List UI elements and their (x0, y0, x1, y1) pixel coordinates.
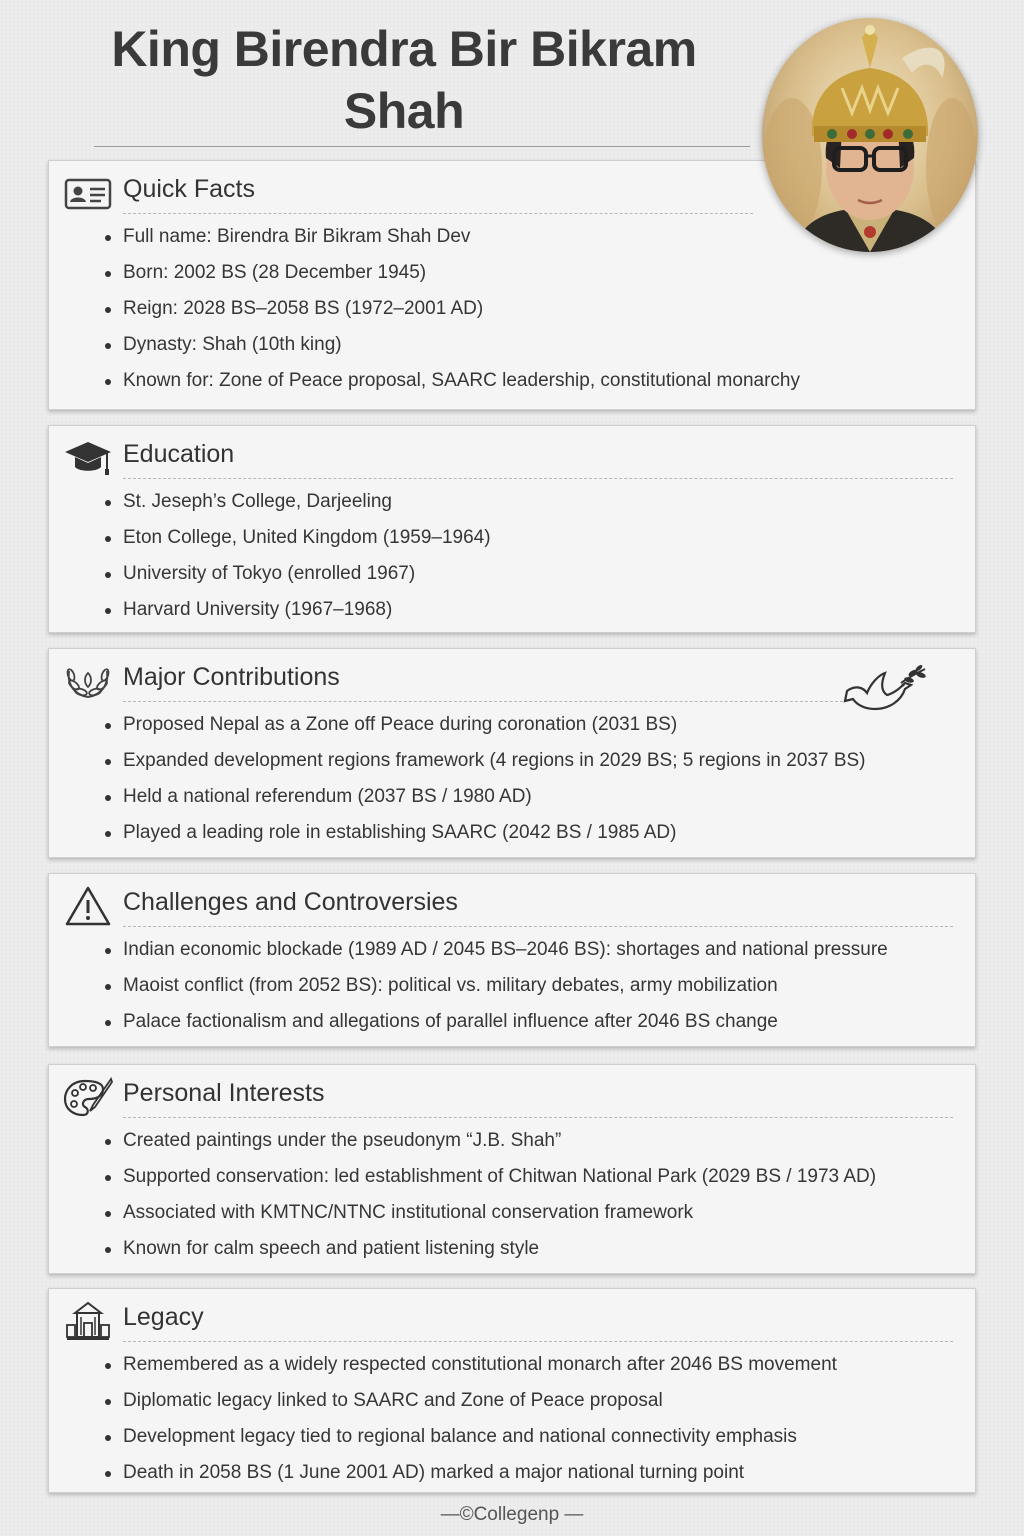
graduation-cap-icon (63, 436, 113, 480)
section-title: Personal Interests (123, 1079, 325, 1107)
education-list (105, 484, 955, 628)
monument-icon (63, 1299, 113, 1343)
list-item: Development legacy tied to regional balance and national connectivity emphasis (105, 1419, 955, 1455)
list-item: Reign: 2028 BS–2058 BS (1972–2001 AD) (105, 291, 955, 327)
section-legacy (48, 1288, 976, 1493)
list-item: Born: 2002 BS (28 December 1945) (105, 255, 955, 291)
list-item: Expanded development regions framework (4 regions in 2029 BS; 5 regions in 2037 BS) (105, 743, 955, 779)
id-card-icon (63, 171, 113, 215)
list-item: Held a national referendum (2037 BS / 1980 AD) (105, 779, 955, 815)
list-item: Associated with KMTNC/NTNC institutional conservation framework (105, 1195, 955, 1231)
section-personal-interests (48, 1064, 976, 1274)
contribution-list (105, 707, 955, 851)
list-item: Maoist conflict (from 2052 BS): political vs. military debates, army mobilization (105, 968, 955, 1004)
list-item: University of Tokyo (enrolled 1967) (105, 556, 955, 592)
king-portrait (762, 18, 978, 252)
fact-list (105, 219, 955, 399)
list-item: Supported conservation: led establishment of Chitwan National Park (2029 BS / 1973 AD) (105, 1159, 955, 1195)
title-divider (94, 146, 750, 147)
list-item: St. Jeseph’s College, Darjeeling (105, 484, 955, 520)
list-item: Eton College, United Kingdom (1959–1964) (105, 520, 955, 556)
list-item: Proposed Nepal as a Zone off Peace during coronation (2031 BS) (105, 707, 955, 743)
section-title: Legacy (123, 1303, 204, 1331)
section-title: Major Contributions (123, 663, 340, 691)
palette-icon (63, 1075, 113, 1119)
laurel-wreath-icon (63, 659, 113, 703)
list-item: Created paintings under the pseudonym “J.B. Shah” (105, 1123, 955, 1159)
section-major-contributions (48, 648, 976, 858)
footer-credit: —©Collegenp — (440, 1504, 584, 1525)
section-title: Challenges and Controversies (123, 888, 458, 916)
list-item: Full name: Birendra Bir Bikram Shah Dev (105, 219, 955, 255)
list-item: Diplomatic legacy linked to SAARC and Zone of Peace proposal (105, 1383, 955, 1419)
list-item: Death in 2058 BS (1 June 2001 AD) marked a major national turning point (105, 1455, 955, 1491)
list-item: Palace factionalism and allegations of parallel influence after 2046 BS change (105, 1004, 955, 1040)
list-item: Dynasty: Shah (10th king) (105, 327, 955, 363)
list-item: Known for calm speech and patient listening style (105, 1231, 955, 1267)
legacy-list (105, 1347, 955, 1491)
interest-list (105, 1123, 955, 1267)
section-education (48, 425, 976, 633)
page-title: King Birendra Bir Bikram Shah (111, 21, 697, 139)
section-title: Quick Facts (123, 175, 255, 203)
challenge-list (105, 932, 955, 1040)
warning-triangle-icon (63, 884, 113, 928)
section-title: Education (123, 440, 235, 468)
list-item: Harvard University (1967–1968) (105, 592, 955, 628)
section-challenges (48, 873, 976, 1047)
list-item: Indian economic blockade (1989 AD / 2045 BS–2046 BS): shortages and national pressure (105, 932, 955, 968)
list-item: Played a leading role in establishing SAARC (2042 BS / 1985 AD) (105, 815, 955, 851)
list-item: Known for: Zone of Peace proposal, SAARC leadership, constitutional monarchy (105, 363, 955, 399)
list-item: Remembered as a widely respected constitutional monarch after 2046 BS movement (105, 1347, 955, 1383)
